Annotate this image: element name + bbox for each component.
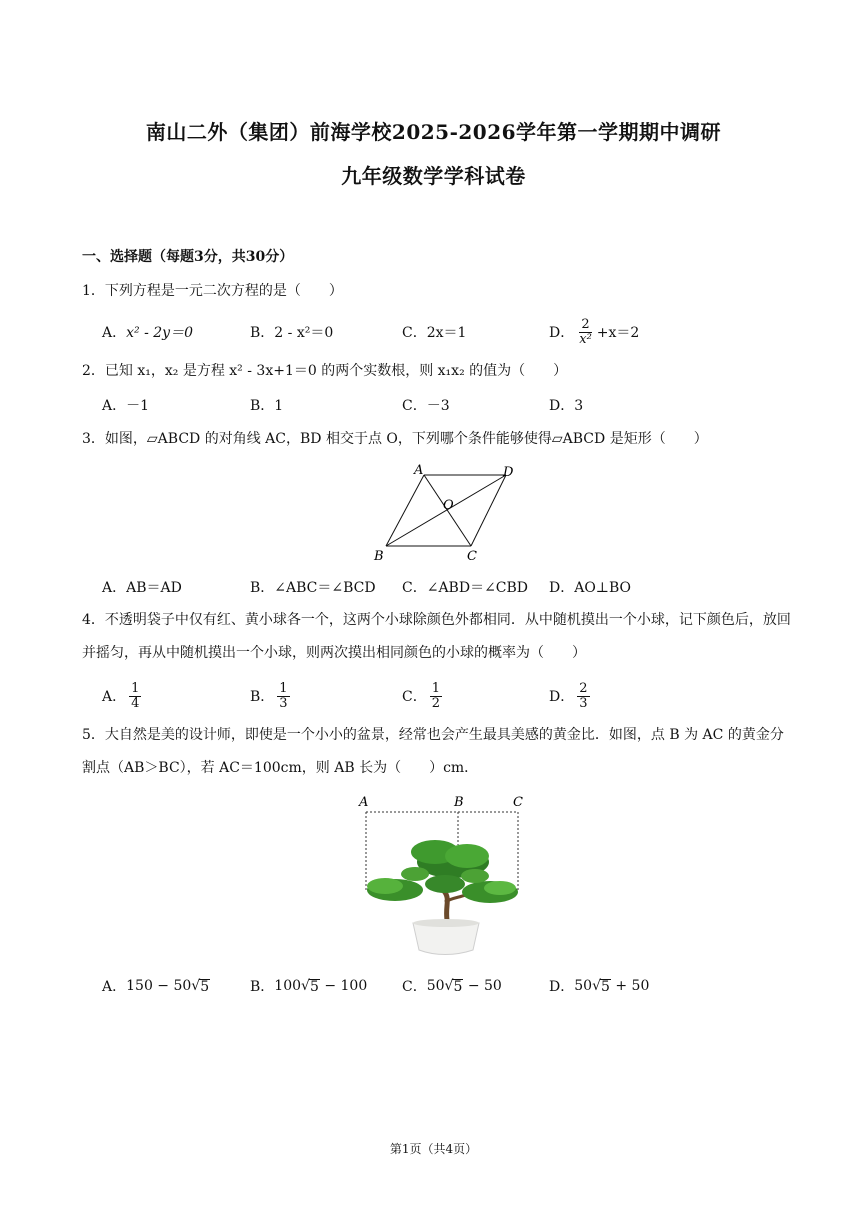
q1-option-b — [250, 317, 333, 347]
q4-option-b-label: B． — [250, 689, 275, 705]
bonsai-label-c: C — [513, 795, 523, 810]
label-d: D — [503, 465, 514, 480]
q1-option-a — [102, 317, 193, 347]
fraction-denominator: 3 — [579, 695, 588, 711]
question-3-options — [102, 572, 802, 602]
q5-option-c-radicand: 5 — [453, 978, 463, 995]
q5-option-c-label: C． — [402, 979, 427, 995]
q1-option-d-fraction — [577, 318, 594, 347]
q1-option-a-text: x² - 2y＝0 — [126, 325, 193, 341]
q1-option-d-rest: +x＝2 — [596, 325, 640, 341]
question-2-stem: 2．已知 x₁，x₂ 是方程 x² - 3x+1＝0 的两个实数根，则 x₁x₂ 的值为（ ） — [82, 363, 568, 379]
sqrt-icon: √ — [592, 978, 601, 994]
parallelogram-figure — [370, 460, 530, 568]
sqrt-icon: √ — [301, 978, 310, 994]
bonsai-golden-ratio-figure — [355, 790, 530, 960]
q1-option-d-label: D． — [549, 325, 575, 341]
label-a: A — [414, 463, 424, 478]
q3-option-b: B．∠ABC＝∠BCD — [250, 580, 376, 596]
fraction-numerator: 2 — [581, 316, 590, 332]
fraction-denominator: 4 — [131, 695, 140, 711]
question-1-stem: 1．下列方程是一元二次方程的是（ ） — [82, 283, 343, 299]
q3-option-c: C．∠ABD＝∠CBD — [402, 580, 529, 596]
exam-title-line1: 南山二外（集团）前海学校2025-2026学年第一学期期中调研 — [145, 120, 722, 144]
q5-option-a — [102, 971, 210, 1001]
q2-option-b: B．1 — [250, 398, 284, 414]
side-ba — [386, 475, 424, 546]
question-2-options — [102, 390, 802, 420]
q4-option-c-fraction — [430, 682, 442, 711]
q5-option-d-pre: 50 — [574, 978, 593, 994]
q5-option-b-pre: 100 — [274, 978, 302, 994]
q5-option-b-label: B． — [250, 979, 275, 995]
q4-option-a-fraction — [129, 682, 141, 711]
question-4-stem: 4．不透明袋子中仅有红、黄小球各一个，这两个小球除颜色外都相同．从中随机摸出一个小球，记下颜色后，放回并摇匀，再从中随机摸出一个小球，则两次摸出相同颜色的小球的概率为（ ） — [82, 612, 791, 661]
bonsai-label-b: B — [454, 795, 464, 810]
q1-option-c-label: C． — [402, 325, 427, 341]
question-5-stem: 5．大自然是美的设计师，即使是一个小小的盆景，经常也会产生最具美感的黄金比．如图，点 B 为 AC 的黄金分割点（AB＞BC），若 AC＝100cm，则 AB 长为（ ）cm． — [82, 727, 784, 776]
q1-option-b-text: 2 - x²＝0 — [274, 325, 334, 341]
q1-option-d — [549, 317, 639, 347]
q3-option-d: D．AO⊥BO — [549, 580, 632, 596]
q1-option-a-label: A． — [102, 325, 127, 341]
fraction-denominator: x² — [579, 331, 592, 347]
q5-option-a-radicand: 5 — [200, 978, 210, 995]
q5-option-b-post: − 100 — [319, 978, 368, 994]
q5-option-d-label: D． — [549, 979, 575, 995]
label-o: O — [443, 498, 454, 513]
q3-option-a: A．AB＝AD — [102, 580, 182, 596]
q5-option-a-pre: 150 − 50 — [126, 978, 192, 994]
bonsai-label-a: A — [359, 795, 369, 810]
q4-option-d-label: D． — [549, 689, 575, 705]
question-1-options — [102, 317, 802, 347]
q4-option-c — [402, 681, 445, 711]
q4-option-d-fraction — [577, 682, 589, 711]
q4-option-c-label: C． — [402, 689, 427, 705]
q5-option-b — [250, 971, 367, 1001]
q5-option-d-post: + 50 — [610, 978, 650, 994]
q5-option-c — [402, 971, 502, 1001]
fraction-numerator: 2 — [579, 680, 588, 696]
bonsai-tree-icon — [367, 840, 518, 955]
question-4-options — [102, 681, 802, 711]
q5-option-b-radicand: 5 — [309, 978, 319, 995]
fraction-numerator: 1 — [279, 680, 288, 696]
section-heading: 一、选择题（每题3分，共30分） — [82, 249, 294, 265]
fraction-numerator: 1 — [131, 680, 140, 696]
q5-option-c-post: − 50 — [463, 978, 502, 994]
q4-option-b — [250, 681, 293, 711]
q1-option-b-label: B． — [250, 325, 275, 341]
q4-option-d — [549, 681, 593, 711]
q5-option-d-radicand: 5 — [600, 978, 610, 995]
q2-option-d: D．3 — [549, 398, 584, 414]
question-3-stem: 3．如图，▱ABCD 的对角线 AC，BD 相交于点 O，下列哪个条件能够使得▱ABCD 是矩形（ ） — [82, 431, 708, 447]
q2-option-c: C．－3 — [402, 398, 450, 414]
fraction-numerator: 1 — [431, 680, 440, 696]
label-c: C — [467, 549, 477, 564]
label-b: B — [374, 549, 384, 564]
q1-option-c — [402, 317, 466, 347]
q4-option-b-fraction — [277, 682, 289, 711]
page-number-footer: 第1页（共4页） — [389, 1142, 478, 1156]
fraction-denominator: 2 — [431, 695, 440, 711]
q5-option-c-pre: 50 — [426, 978, 445, 994]
q1-option-c-text: 2x＝1 — [426, 325, 467, 341]
sqrt-icon: √ — [191, 978, 201, 994]
sqrt-icon: √ — [444, 978, 454, 994]
q4-option-a-label: A． — [102, 689, 127, 705]
q4-option-a — [102, 681, 144, 711]
fraction-denominator: 3 — [279, 695, 288, 711]
q5-option-a-label: A． — [102, 979, 127, 995]
q2-option-a: A．－1 — [102, 398, 150, 414]
question-5-options — [102, 971, 802, 1001]
q5-option-d — [549, 971, 649, 1001]
exam-title-line2: 九年级数学学科试卷 — [341, 164, 526, 188]
